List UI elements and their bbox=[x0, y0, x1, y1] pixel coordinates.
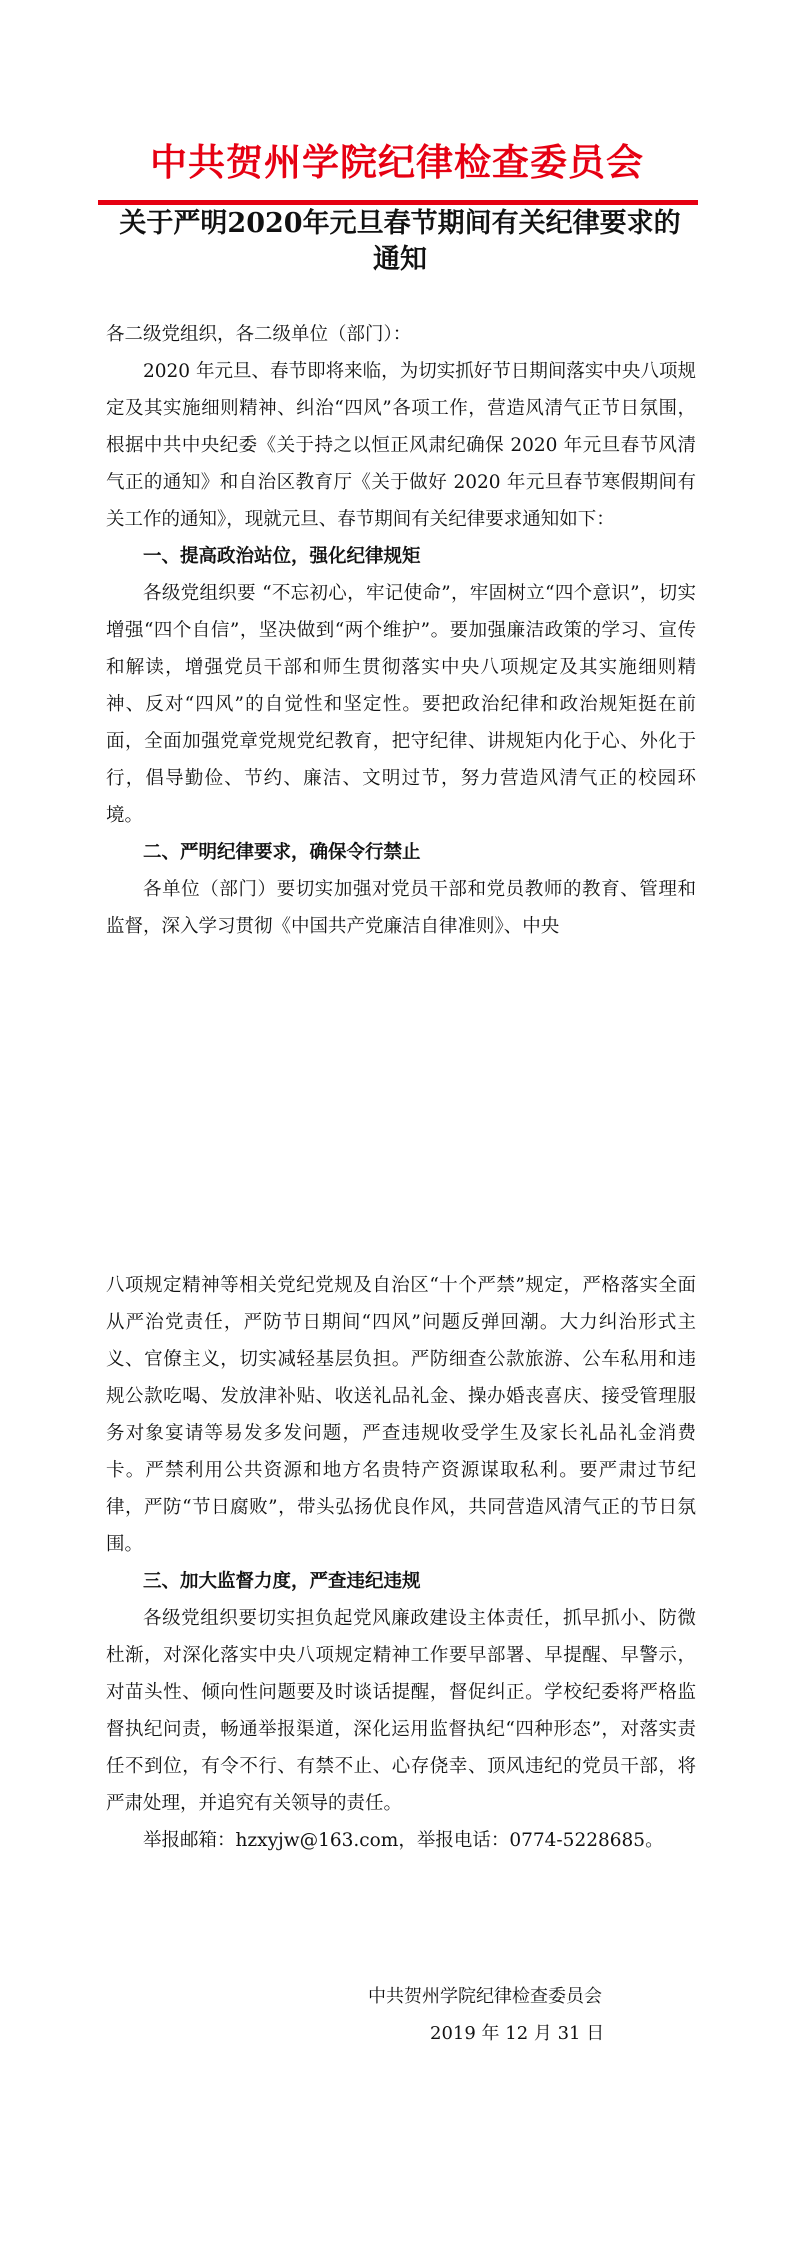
title-line-1: 关于严明2020年元旦春节期间有关纪律要求的 bbox=[119, 208, 681, 239]
section-2-heading: 二、严明纪律要求，确保令行禁止 bbox=[143, 842, 421, 863]
intro-paragraph: 2020 年元旦、春节即将来临，为切实抓好节日期间落实中央八项规定及其实施细则精神、纠治“四风”各项工作，营造风清气正节日氛围，根据中共中央纪委《关于持之以恒正风肃纪确保 2020 年元旦春节风清气正的通知》和自治区教育厅《关于做好 2020 年元旦春节寒假期间有关工作的通知》，现就元旦、春节期间有关纪律要求通知如下： bbox=[106, 361, 696, 530]
document-masthead: 中共贺州学院纪律检查委员会 bbox=[150, 141, 644, 184]
section-2-paragraph-part1: 各单位（部门）要切实加强对党员干部和党员教师的教育、管理和监督，深入学习贯彻《中国共产党廉洁自律准则》、中央 bbox=[106, 879, 696, 937]
signature-issuer: 中共贺州学院纪律检查委员会 bbox=[368, 1986, 602, 2007]
document-title bbox=[100, 206, 700, 278]
salutation: 各二级党组织，各二级单位（部门）： bbox=[106, 324, 412, 345]
section-1-heading: 一、提高政治站位，强化纪律规矩 bbox=[143, 546, 421, 567]
section-3-heading: 三、加大监督力度，严查违纪违规 bbox=[143, 1571, 421, 1592]
body-bottom bbox=[106, 1267, 696, 1859]
title-line-2: 通知 bbox=[373, 244, 427, 275]
section-3-paragraph: 各级党组织要切实担负起党风廉政建设主体责任，抓早抓小、防微杜渐，对深化落实中央八项规定精神工作要早部署、早提醒、早警示，对苗头性、倾向性问题要及时谈话提醒，督促纠正。学校纪委将严格监督执纪问责，畅通举报渠道，深化运用监督执纪“四种形态”，对落实责任不到位，有令不行、有禁不止、心存侥幸、顶风违纪的党员干部，将严肃处理，并追究有关领导的责任。 bbox=[106, 1608, 696, 1814]
report-contact-line: 举报邮箱：hzxyjw@163.com，举报电话：0774-5228685。 bbox=[143, 1830, 664, 1851]
section-2-paragraph-part2: 八项规定精神等相关党纪党规及自治区“十个严禁”规定，严格落实全面从严治党责任，严防节日期间“四风”问题反弹回潮。大力纠治形式主义、官僚主义，切实减轻基层负担。严防细查公款旅游、公车私用和违规公款吃喝、发放津补贴、收送礼品礼金、操办婚丧喜庆、接受管理服务对象宴请等易发多发问题，严查违规收受学生及家长礼品礼金消费卡。严禁利用公共资源和地方名贵特产资源谋取私利。要严肃过节纪律，严防“节日腐败”，带头弘扬优良作风，共同营造风清气正的节日氛围。 bbox=[106, 1275, 696, 1555]
body-top bbox=[106, 316, 696, 945]
signature-date: 2019 年 12 月 31 日 bbox=[430, 2023, 605, 2044]
section-1-paragraph: 各级党组织要 “不忘初心，牢记使命”，牢固树立“四个意识”，切实增强“四个自信”，坚决做到“两个维护”。要加强廉洁政策的学习、宣传和解读，增强党员干部和师生贯彻落实中央八项规定及其实施细则精神、反对“四风”的自觉性和坚定性。要把政治纪律和政治规矩挺在前面，全面加强党章党规党纪教育，把守纪律、讲规矩内化于心、外化于行，倡导勤俭、节约、廉洁、文明过节，努力营造风清气正的校园环境。 bbox=[106, 583, 696, 826]
masthead-red-line bbox=[98, 200, 698, 205]
